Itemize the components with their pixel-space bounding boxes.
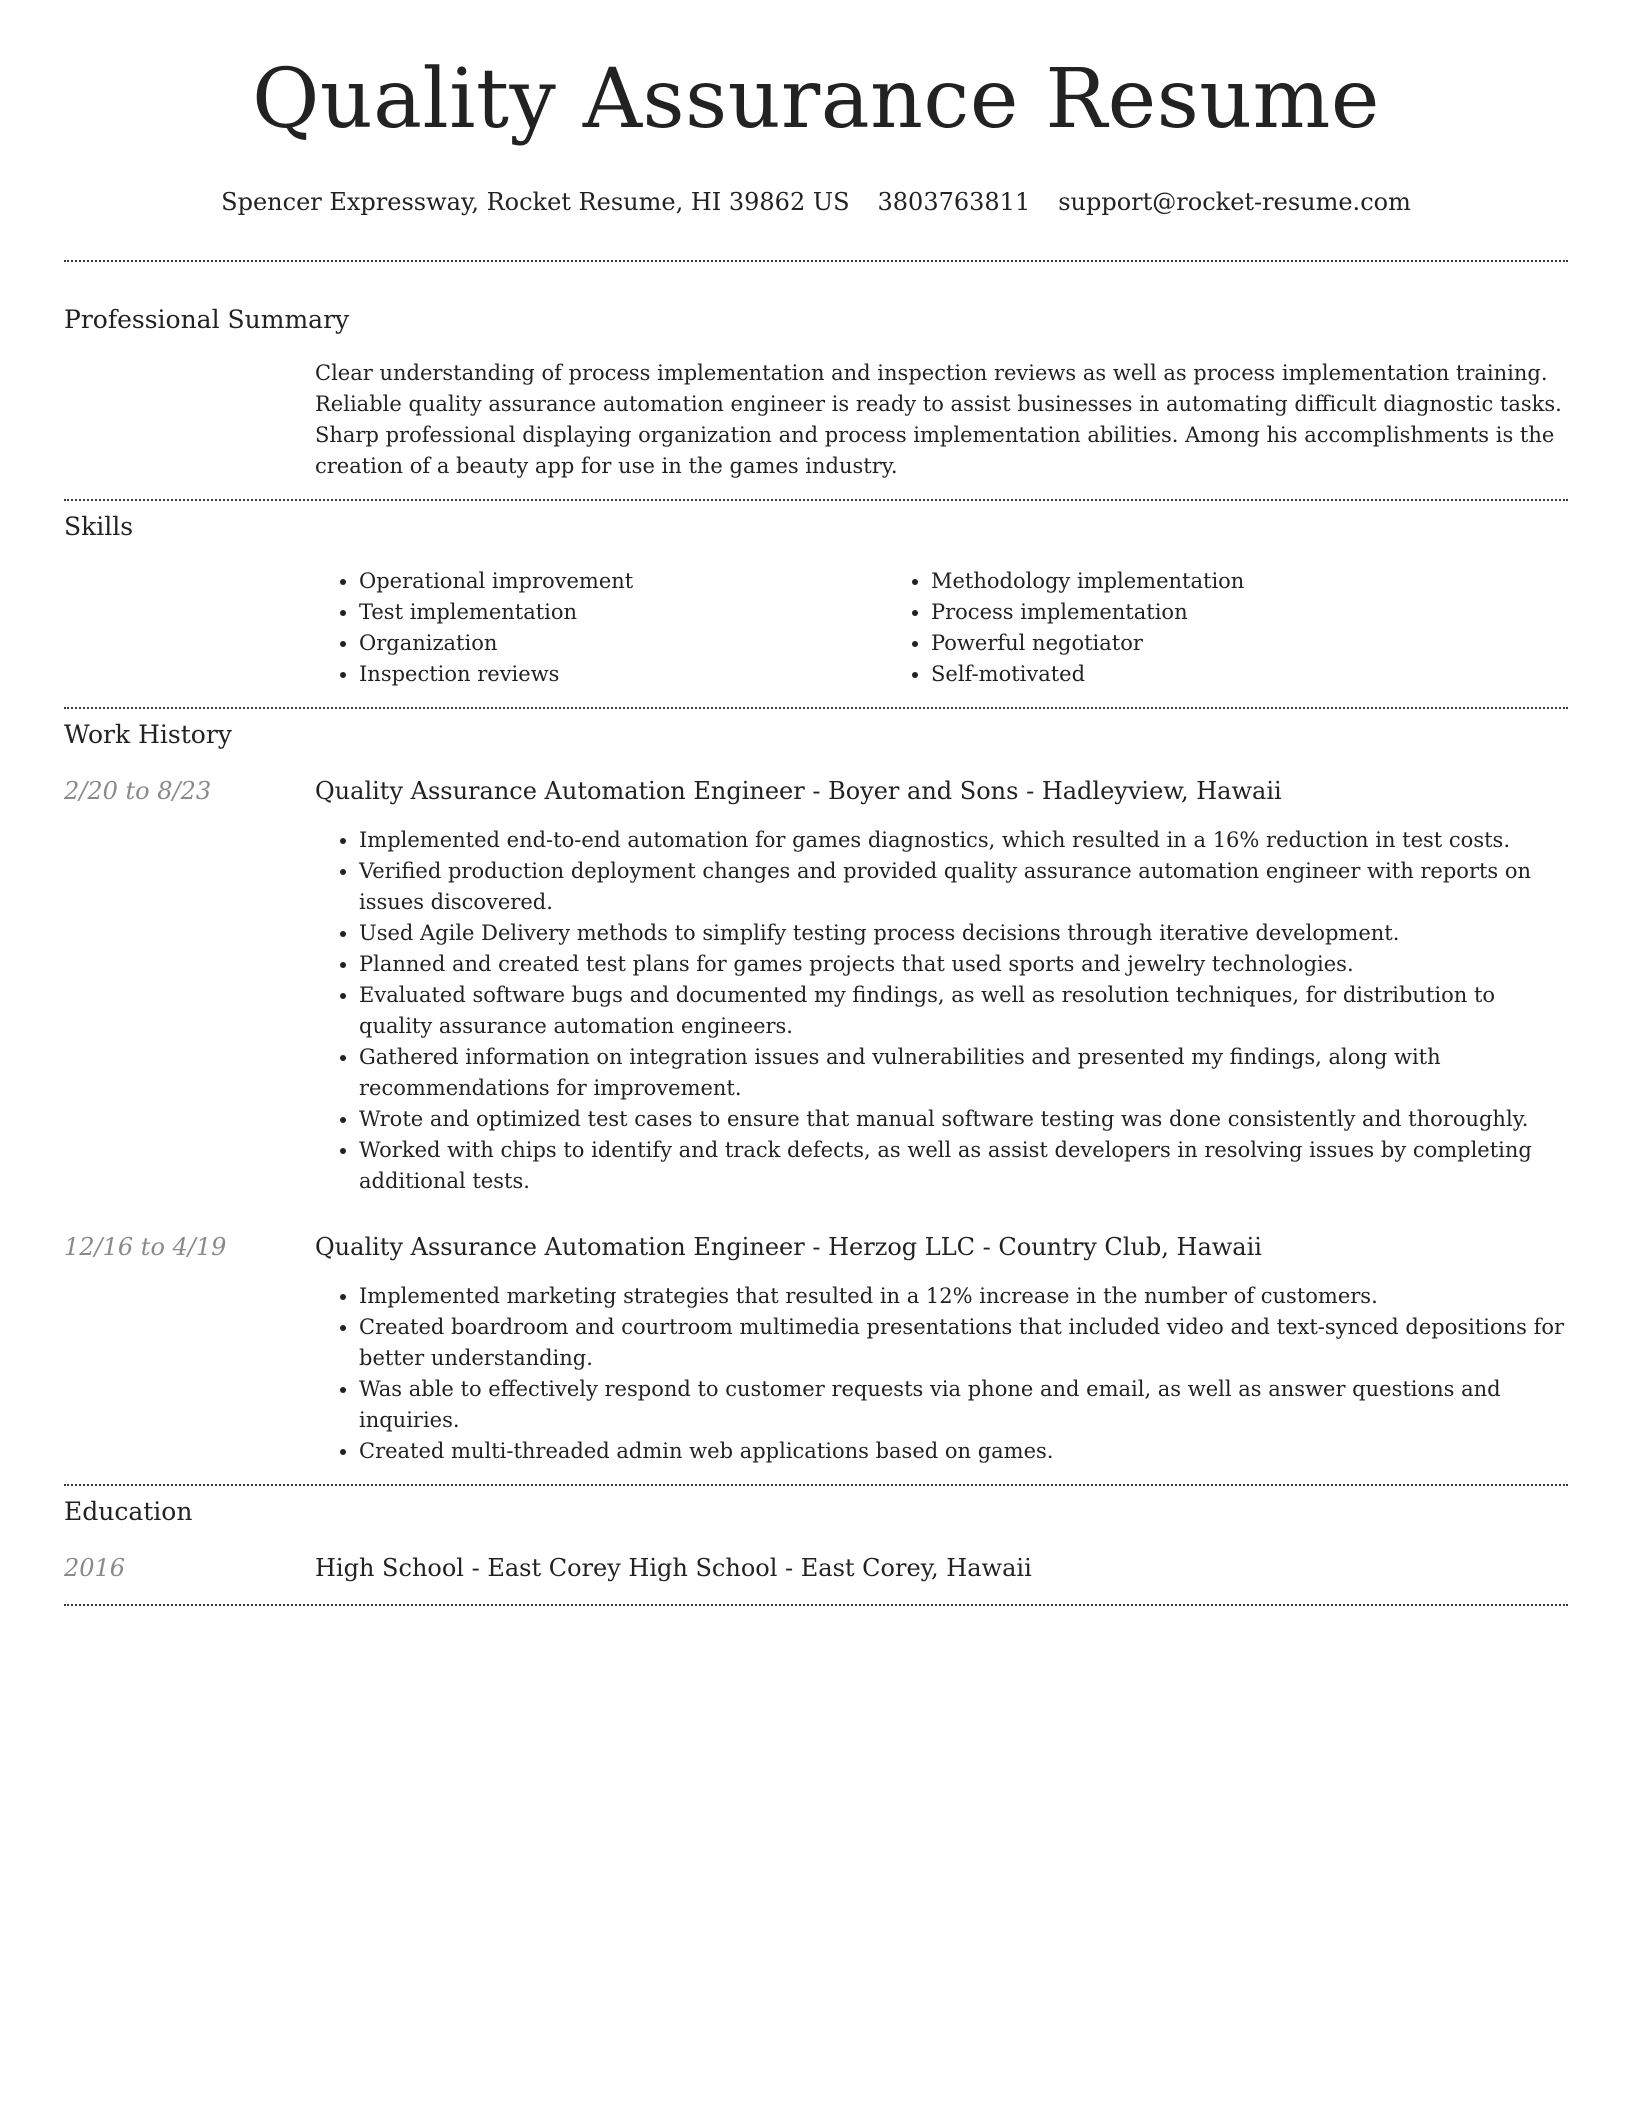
skill-item: • Inspection reviews	[359, 659, 887, 690]
work-entry-bullets	[315, 825, 1568, 1197]
section-title-skills: Skills	[64, 512, 134, 541]
skill-item: • Process implementation	[931, 597, 1459, 628]
contact-email: support@rocket-resume.com	[1058, 188, 1411, 216]
section-title-work-history: Work History	[64, 720, 232, 749]
work-entry-heading: Quality Assurance Automation Engineer - Boyer and Sons - Hadleyview, Hawaii	[315, 777, 1282, 805]
section-title-education: Education	[64, 1497, 193, 1526]
skills-column-right	[887, 566, 1459, 690]
work-entry	[64, 1231, 1568, 1467]
work-entry-dates: 12/16 to 4/19	[64, 1233, 227, 1261]
work-bullet: • Used Agile Delivery methods to simplify testing process decisions through iterative development.	[359, 918, 1568, 949]
education-entry	[64, 1552, 1568, 1584]
work-history-section	[64, 709, 1568, 1467]
work-entry-bullets	[315, 1281, 1568, 1467]
skills-column-left	[315, 566, 887, 690]
work-bullet: • Implemented end-to-end automation for games diagnostics, which resulted in a 16% reduction in test costs.	[359, 825, 1568, 856]
summary-body	[315, 358, 1568, 482]
work-bullet: • Evaluated software bugs and documented my findings, as well as resolution techniques, for distribution to quality assurance automation engineers.	[359, 980, 1568, 1042]
skill-item: • Powerful negotiator	[931, 628, 1459, 659]
skills-section	[64, 501, 1568, 690]
divider	[64, 1604, 1568, 1606]
work-bullet: • Worked with chips to identify and track defects, as well as assist developers in resolving issues by completing additional tests.	[359, 1135, 1568, 1197]
work-bullet: • Verified production deployment changes and provided quality assurance automation engineer with reports on issues discovered.	[359, 856, 1568, 918]
work-bullet: • Gathered information on integration issues and vulnerabilities and presented my findings, along with recommendations for improvement.	[359, 1042, 1568, 1104]
work-bullet: • Planned and created test plans for games projects that used sports and jewelry technologies.	[359, 949, 1568, 980]
section-title-professional-summary: Professional Summary	[64, 305, 350, 334]
education-entry-date: 2016	[64, 1554, 126, 1582]
work-entry-main	[315, 775, 1568, 1197]
skill-item: • Self-motivated	[931, 659, 1459, 690]
skill-item: • Organization	[359, 628, 887, 659]
work-bullet: • Created multi-threaded admin web applications based on games.	[359, 1436, 1568, 1467]
summary-text: Clear understanding of process implementation and inspection reviews as well as process implementation training. Reliable quality assurance automation engineer is ready to assist businesses in automating difficult diagnostic tasks. Sharp professional displaying organization and process implementation abilities. Among his accomplishments is the creation of a beauty app for use in the games industry.	[315, 361, 1562, 478]
professional-summary-section	[64, 262, 1568, 482]
education-entry-main	[315, 1552, 1568, 1584]
skill-item: • Operational improvement	[359, 566, 887, 597]
contact-phone: 3803763811	[877, 188, 1031, 216]
work-bullet: • Implemented marketing strategies that resulted in a 12% increase in the number of customers.	[359, 1281, 1568, 1312]
skill-item: • Test implementation	[359, 597, 887, 628]
work-bullet: • Created boardroom and courtroom multimedia presentations that included video and text-synced depositions for better understanding.	[359, 1312, 1568, 1374]
resume-title: Quality Assurance Resume	[252, 52, 1380, 147]
education-entry-heading: High School - East Corey High School - East Corey, Hawaii	[315, 1554, 1032, 1582]
skills-list	[315, 566, 1568, 690]
education-section	[64, 1486, 1568, 1584]
work-bullet: • Wrote and optimized test cases to ensure that manual software testing was done consistently and thoroughly.	[359, 1104, 1568, 1135]
work-entry-heading: Quality Assurance Automation Engineer - Herzog LLC - Country Club, Hawaii	[315, 1233, 1262, 1261]
work-entry	[64, 775, 1568, 1197]
work-entry-dates: 2/20 to 8/23	[64, 777, 212, 805]
contact-line	[64, 186, 1568, 218]
skill-item: • Methodology implementation	[931, 566, 1459, 597]
work-bullet: • Was able to effectively respond to customer requests via phone and email, as well as answer questions and inquiries.	[359, 1374, 1568, 1436]
work-entry-main	[315, 1231, 1568, 1467]
contact-address: Spencer Expressway, Rocket Resume, HI 39862 US	[221, 188, 850, 216]
